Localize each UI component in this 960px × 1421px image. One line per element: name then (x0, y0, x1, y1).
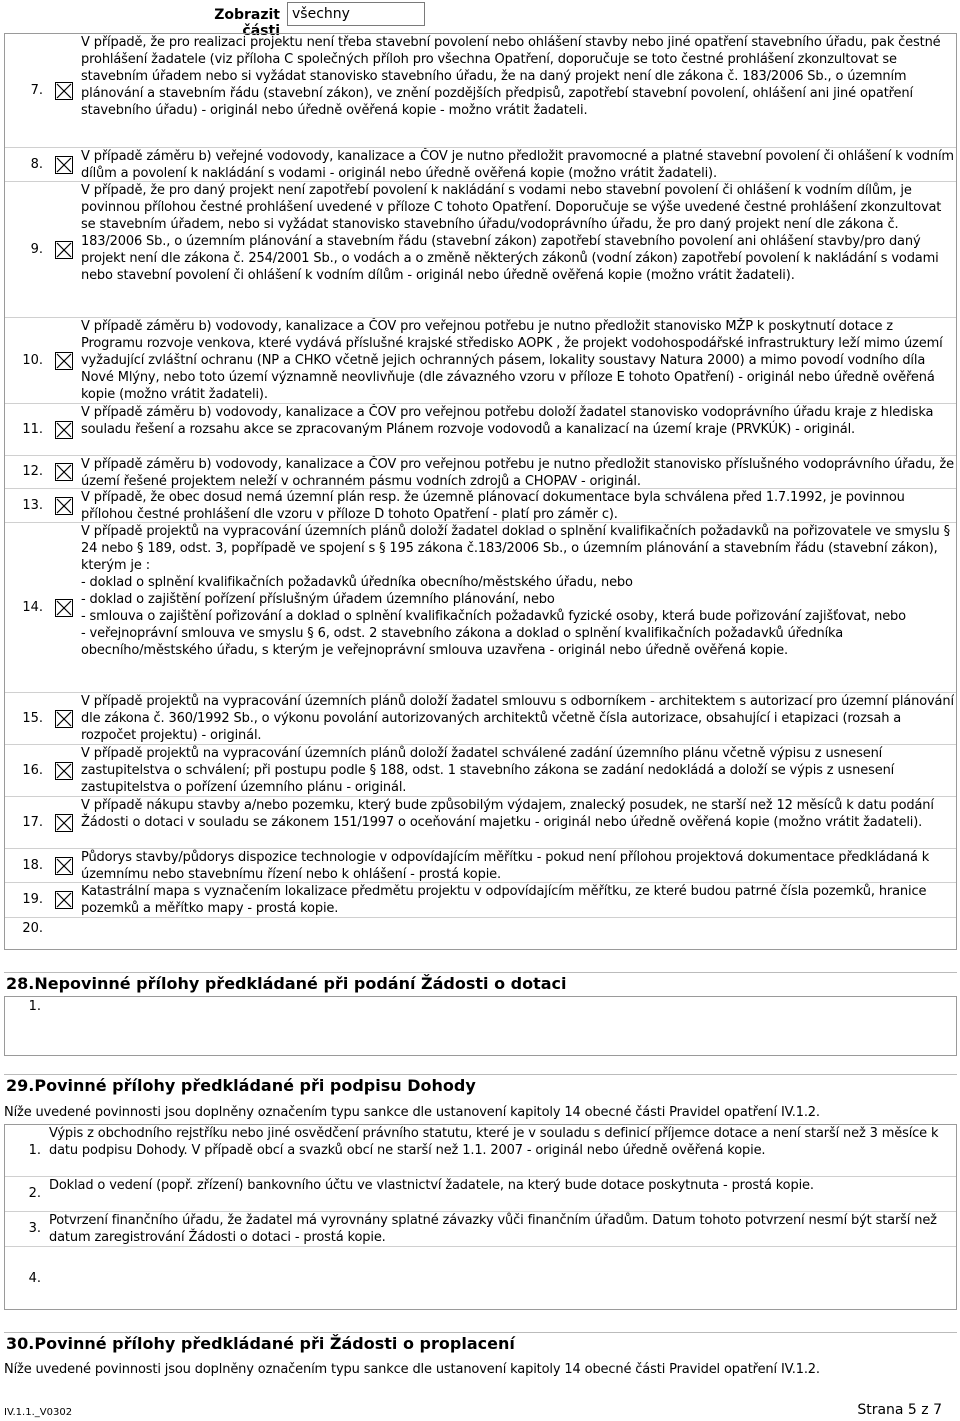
table-row (5, 404, 956, 456)
row-text: V případě nákupu stavby a/nebo pozemku, který bude způsobilým výdajem, znalecký posudek, ne starší než 12 měsíců k datu podání Žádosti o dotaci v souladu se zákonem 151/1997 o oceňování majetku - originál nebo úředně ověřená kopie (možno vrátit žadateli). (81, 798, 934, 830)
table-row (5, 997, 956, 1017)
row-text: V případě, že pro realizaci projektu není třeba stavební povolení nebo ohlášení stavby nebo jiné opatření stavebního úřadu, pak čestné prohlášení žadatele (viz příloha C společných příloh pro všechna Opatření, doporučuje se toto čestné prohlášení zkonzultovat se stavebním úřadem nebo si vyžádat stanovisko stavebního úřadu, že na daný projekt není dle zákona č. 183/2006 Sb., o územním plánování a stavebním řádu (stavební zákon), ve znění pozdějších předpisů, zapotřebí stavební povolení, ohlášení ani jiné opatření stavebního úřadu) - originál nebo úředně ověřená kopie - možno vrátit žadateli. (81, 35, 941, 118)
checkbox-checked-icon[interactable] (55, 599, 73, 617)
row-number: 2. (28, 1186, 41, 1201)
checkbox-checked-icon[interactable] (55, 82, 73, 100)
table-row (5, 745, 956, 797)
row-number: 4. (28, 1271, 41, 1286)
row-number: 13. (22, 497, 43, 513)
row-number: 9. (30, 241, 43, 257)
checkbox-checked-icon[interactable] (55, 891, 73, 909)
row-number: 1. (28, 999, 41, 1014)
row-number: 18. (22, 857, 43, 873)
row-text: Katastrální mapa s vyznačením lokalizace předmětu projektu v odpovídajícím měřítku, ze které budou patrné čísla pozemků, hranice pozemků a měřítko mapy - prostá kopie. (81, 884, 927, 916)
section-29-title: 29.Povinné přílohy předkládané při podpisu Dohody (4, 1074, 957, 1096)
row-number: 1. (28, 1142, 41, 1158)
row-number: 16. (22, 762, 43, 778)
attachments-table (4, 33, 957, 950)
section-29-table (4, 1124, 957, 1310)
row-number: 3. (28, 1221, 41, 1236)
checkbox-checked-icon[interactable] (55, 156, 73, 174)
row-text: V případě projektů na vypracování územních plánů doloží žadatel doklad o splnění kvalifikačních požadavků na pořizovatele ve smyslu § 24 nebo § 189, odst. 3, popřípadě ve spojení s § 195 zákona č.183/2006 Sb., o územním plánování a stavebním řádu (stavební zákon), kterým je : - doklad o splnění kvalifikačních požadavků úředníka obecního/městského úřadu, nebo - doklad o zajištění pořízení příslušným úřadem územního plánování, nebo - smlouva o zajištění pořizování a doklad o splnění kvalifikačních požadavků fyzické osoby, která bude pořizování zajišťovat, nebo - veřejnoprávní smlouva ve smyslu § 6, odst. 2 stavebního zákona a doklad o splnění kvalifikačních požadavků úředníka obecního/městského úřadu, s kterým je veřejnoprávní smlouva uzavřena - originál nebo úředně ověřená kopie. (81, 524, 950, 658)
row-number: 20. (22, 920, 43, 936)
checkbox-checked-icon[interactable] (55, 352, 73, 370)
checkbox-checked-icon[interactable] (55, 241, 73, 259)
row-number: 8. (30, 156, 43, 172)
table-row (5, 883, 956, 918)
row-text: V případě, že obec dosud nemá územní plán resp. že územně plánovací dokumentace byla schválena před 1.7.1992, je povinnou přílohou čestné prohlášení dle vzoru v příloze D tohoto Opatření - platí pro záměr c). (81, 490, 905, 522)
row-text: V případě záměru b) vodovody, kanalizace a ČOV pro veřejnou potřebu doloží žadatel stanovisko vodoprávního úřadu kraje z hlediska souladu řešení a rozsahu akce se zpracovaným Plánem rozvoje vodovodů a kanalizací na území kraje (PRVKÚK) - originál. (81, 405, 934, 437)
table-row (5, 918, 956, 939)
checkbox-checked-icon[interactable] (55, 814, 73, 832)
row-number: 19. (22, 892, 43, 907)
section-30-title: 30.Povinné přílohy předkládané při Žádosti o proplacení (4, 1332, 957, 1354)
checkbox-checked-icon[interactable] (55, 497, 73, 515)
table-row (5, 1125, 956, 1177)
row-number: 17. (22, 814, 43, 830)
table-row (5, 523, 956, 693)
footer-page-number: Strana 5 z 7 (857, 1402, 942, 1418)
table-row (5, 318, 956, 404)
row-text: V případě projektů na vypracování územních plánů doloží žadatel schválené zadání územního plánu včetně výpisu z usnesení zastupitelstva o schválení; při postupu podle § 188, odst. 1 stavebního zákona se zadání nedokládá a doloží se výpis z usnesení zastupitelstva o pořízení územního plánu - originál. (81, 746, 895, 795)
row-number: 7. (30, 82, 43, 98)
table-row (5, 693, 956, 745)
table-row (5, 1247, 956, 1311)
checkbox-checked-icon[interactable] (55, 463, 73, 481)
table-row (5, 849, 956, 883)
row-text: Doklad o vedení (popř. zřízení) bankovního účtu ve vlastnictví žadatele, na který bude dotace poskytnuta - prostá kopie. (49, 1178, 814, 1193)
checkbox-checked-icon[interactable] (55, 710, 73, 728)
row-number: 10. (22, 352, 43, 368)
checkbox-checked-icon[interactable] (55, 857, 73, 875)
checkbox-checked-icon[interactable] (55, 762, 73, 780)
table-row (5, 1212, 956, 1247)
footer-code: IV.1.1._V0302 (4, 1407, 73, 1418)
row-text: V případě záměru b) vodovody, kanalizace a ČOV pro veřejnou potřebu je nutno předložit stanovisko MŽP k poskytnutí dotace z Programu rozvoje venkova, které vydává příslušné krajské středisko AOPK , že projekt vodohospodářské infrastruktury leží mimo území vyžadující zvláštní ochranu (NP a CHKO včetně jejich ochranných pásem, lokality soustavy Natura 2000) a mimo povodí vodního díla Nové Mlýny, nebo toto území významně neovlivňuje (dle závazného vzoru v příloze E tohoto Opatření) - originál nebo úředně ověřená kopie (možno vrátit žadateli). (81, 319, 943, 402)
filter-select[interactable]: všechny (287, 2, 425, 26)
table-row (5, 456, 956, 489)
checkbox-checked-icon[interactable] (55, 421, 73, 439)
row-text: Potvrzení finančního úřadu, že žadatel má vyrovnány splatné závazky vůči finančním úřadům. Datum tohoto potvrzení nesmí být starší než datum zaregistrování Žádosti o dotaci - prostá kopie. (49, 1213, 937, 1245)
section-30-intro: Níže uvedené povinnosti jsou doplněny označením typu sankce dle ustanovení kapitoly 14 obecné části Pravidel opatření IV.1.2. (4, 1362, 820, 1377)
filter-label: Zobrazit části (214, 7, 280, 39)
row-number: 12. (22, 464, 43, 479)
table-row (5, 797, 956, 849)
table-row (5, 489, 956, 523)
table-row (5, 1177, 956, 1212)
row-number: 11. (22, 421, 43, 437)
section-28-table (4, 996, 957, 1056)
row-text: V případě záměru b) veřejné vodovody, kanalizace a ČOV je nutno předložit pravomocné a platné stavební povolení či ohlášení k vodním dílům a povolení k nakládání s vodami - originál nebo úředně ověřená kopie (možno vrátit žadateli). (81, 149, 954, 181)
table-row (5, 148, 956, 182)
row-text: Výpis z obchodního rejstříku nebo jiné osvědčení právního statutu, které je v souladu s definicí příjemce dotace a není starší než 3 měsíce k datu podpisu Dohody. V případě obcí a svazků obcí ne starší než 1.1. 2007 - originál nebo úředně ověřená kopie. (49, 1126, 939, 1158)
row-text: Půdorys stavby/půdorys dispozice technologie v odpovídajícím měřítku - pokud není přílohou projektová dokumentace předkládaná k územnímu nebo stavebnímu řízení nebo k ohlášení - prostá kopie. (81, 850, 930, 882)
row-number: 14. (22, 599, 43, 615)
table-row (5, 34, 956, 148)
row-text: V případě projektů na vypracování územních plánů doloží žadatel smlouvu s odborníkem - architektem s autorizací pro územní plánování dle zákona č. 360/1992 Sb., o výkonu povolání autorizovaných architektů včetně čísla autorizace, obsahující i etapizaci (rozsah a rozpočet projektu) - originál. (81, 694, 954, 743)
row-text: V případě, že pro daný projekt není zapotřebí povolení k nakládání s vodami nebo stavební povolení či ohlášení k vodním dílům, je povinnou přílohou čestné prohlášení uvedené v příloze C tohoto Opatření. Doporučuje se výše uvedené čestné prohlášení zkonzultovat se stavebním úřadem, nebo si vyžádat stanovisko stavebního úřadu/vodoprávního úřadu, že pro daný projekt není dle zákona č. 183/2006 Sb., o územním plánování a stavebním řádu (stavební zákon) zapotřebí stavebního povolení ani ohlášení stavby/pro daný projekt není dle zákona č. 254/2001 Sb., o vodách a o změně některých zákonů (vodní zákon) zapotřebí povolení k nakládání s vodami nebo stavební povolení či ohlášení k vodním dílům - originál nebo úředně ověřená kopie (možno vrátit žadateli). (81, 183, 942, 283)
table-row (5, 182, 956, 318)
section-29-intro: Níže uvedené povinnosti jsou doplněny označením typu sankce dle ustanovení kapitoly 14 obecné části Pravidel opatření IV.1.2. (4, 1105, 820, 1120)
row-text: V případě záměru b) vodovody, kanalizace a ČOV pro veřejnou potřebu je nutno předložit stanovisko příslušného vodoprávního úřadu, že území řešené projektem neleží v ochranném pásmu vodních zdrojů a CHOPAV - originál. (81, 457, 954, 488)
section-28-title: 28.Nepovinné přílohy předkládané při podání Žádosti o dotaci (4, 972, 957, 994)
row-number: 15. (22, 710, 43, 726)
